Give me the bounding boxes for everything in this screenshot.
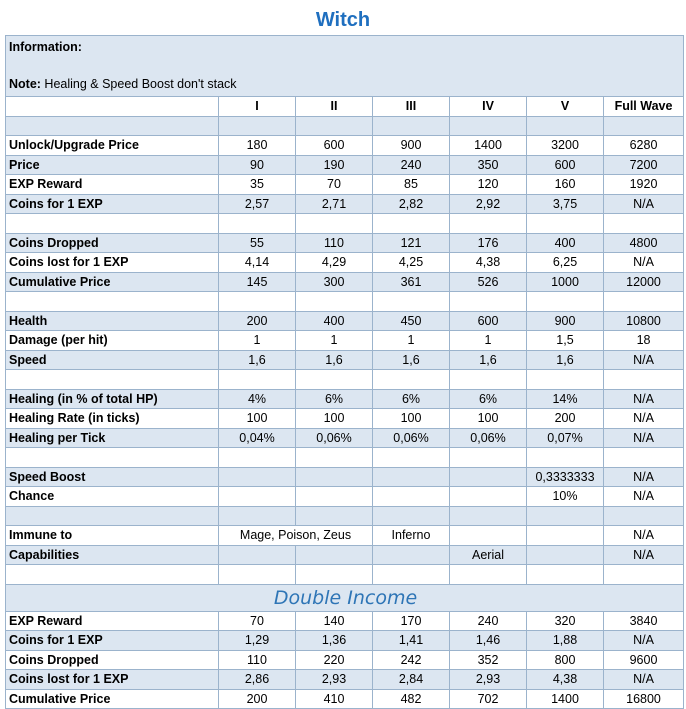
cell: 702	[450, 689, 527, 709]
cell: 1,46	[450, 631, 527, 651]
row-label: Cumulative Price	[6, 272, 219, 292]
cell: 85	[373, 175, 450, 195]
cell: 160	[527, 175, 604, 195]
cell: 400	[296, 311, 373, 331]
cell: 242	[373, 650, 450, 670]
cell	[219, 467, 296, 487]
cell: 4,38	[450, 253, 527, 273]
spacer-row	[6, 448, 684, 468]
table-row	[6, 253, 684, 273]
cell: N/A	[604, 487, 684, 507]
cell: 10800	[604, 311, 684, 331]
column-header-i: I	[219, 97, 296, 117]
cell: N/A	[604, 526, 684, 546]
cell: 240	[373, 155, 450, 175]
spacer-row	[6, 565, 684, 585]
cell: N/A	[604, 194, 684, 214]
cell: 2,92	[450, 194, 527, 214]
row-label: Health	[6, 311, 219, 331]
cell: N/A	[604, 428, 684, 448]
note-line	[9, 75, 680, 94]
cell: 90	[219, 155, 296, 175]
cell: 0,04%	[219, 428, 296, 448]
cell: 0,06%	[450, 428, 527, 448]
spacer-row	[6, 506, 684, 526]
cell: 4,38	[527, 670, 604, 690]
cell: 320	[527, 611, 604, 631]
table-row	[6, 409, 684, 429]
cell: 121	[373, 233, 450, 253]
cell: 6%	[373, 389, 450, 409]
cell: 145	[219, 272, 296, 292]
row-label: Coins lost for 1 EXP	[6, 670, 219, 690]
cell: 190	[296, 155, 373, 175]
table-row	[6, 428, 684, 448]
cell: 1,6	[296, 350, 373, 370]
cell: N/A	[604, 631, 684, 651]
row-label: Coins lost for 1 EXP	[6, 253, 219, 273]
cell: 600	[450, 311, 527, 331]
cell: 352	[450, 650, 527, 670]
column-header-row	[6, 97, 684, 117]
row-label: Healing per Tick	[6, 428, 219, 448]
table-row	[6, 311, 684, 331]
cell: 0,07%	[527, 428, 604, 448]
spacer-row	[6, 214, 684, 234]
double-income-title: Double Income	[6, 584, 684, 611]
column-header-iii: III	[373, 97, 450, 117]
cell	[296, 467, 373, 487]
cell: 350	[450, 155, 527, 175]
table-row	[6, 670, 684, 690]
cell: 4800	[604, 233, 684, 253]
row-label: Speed	[6, 350, 219, 370]
cell: 1,88	[527, 631, 604, 651]
cell: 100	[373, 409, 450, 429]
cell: 200	[219, 311, 296, 331]
table-row	[6, 545, 684, 565]
cell	[450, 487, 527, 507]
cell: 7200	[604, 155, 684, 175]
cell: 6%	[450, 389, 527, 409]
cell: 6,25	[527, 253, 604, 273]
row-label: Coins Dropped	[6, 233, 219, 253]
cell	[219, 545, 296, 565]
row-label: Cumulative Price	[6, 689, 219, 709]
cell: 16800	[604, 689, 684, 709]
spacer-row	[6, 116, 684, 136]
row-label: Capabilities	[6, 545, 219, 565]
row-label: Healing Rate (in ticks)	[6, 409, 219, 429]
cell: 1	[219, 331, 296, 351]
cell: 900	[527, 311, 604, 331]
page-title: Witch	[315, 9, 371, 31]
cell: Inferno	[373, 526, 450, 546]
row-label: Coins for 1 EXP	[6, 631, 219, 651]
cell: 400	[527, 233, 604, 253]
cell: 100	[219, 409, 296, 429]
cell: 170	[373, 611, 450, 631]
info-cell	[6, 36, 684, 97]
table-row	[6, 175, 684, 195]
cell: 2,71	[296, 194, 373, 214]
cell: 1,6	[450, 350, 527, 370]
cell: 35	[219, 175, 296, 195]
header-blank	[6, 97, 219, 117]
table-row	[6, 350, 684, 370]
row-label: EXP Reward	[6, 611, 219, 631]
table-row	[6, 389, 684, 409]
section-header-row	[6, 584, 684, 611]
row-label: EXP Reward	[6, 175, 219, 195]
cell	[373, 545, 450, 565]
cell: 300	[296, 272, 373, 292]
cell: 14%	[527, 389, 604, 409]
cell: N/A	[604, 253, 684, 273]
cell: 176	[450, 233, 527, 253]
column-header-iv: IV	[450, 97, 527, 117]
cell: 2,82	[373, 194, 450, 214]
cell: 1,5	[527, 331, 604, 351]
info-label: Information:	[9, 40, 82, 54]
cell: Aerial	[450, 545, 527, 565]
cell: 2,93	[450, 670, 527, 690]
cell: 10%	[527, 487, 604, 507]
table-row	[6, 650, 684, 670]
table-row	[6, 155, 684, 175]
info-row	[6, 36, 684, 97]
cell: 0,06%	[296, 428, 373, 448]
note-label: Note:	[9, 77, 41, 91]
table-row	[6, 194, 684, 214]
cell: 1400	[450, 136, 527, 156]
cell: 1,6	[373, 350, 450, 370]
cell: 240	[450, 611, 527, 631]
cell: 2,86	[219, 670, 296, 690]
column-header-full-wave: Full Wave	[604, 97, 684, 117]
cell: 9600	[604, 650, 684, 670]
cell: 4%	[219, 389, 296, 409]
witch-stats-table	[5, 35, 684, 709]
cell: 100	[450, 409, 527, 429]
cell	[219, 487, 296, 507]
row-label: Immune to	[6, 526, 219, 546]
table-row	[6, 272, 684, 292]
cell: 1	[373, 331, 450, 351]
cell: 100	[296, 409, 373, 429]
cell: 1920	[604, 175, 684, 195]
column-header-ii: II	[296, 97, 373, 117]
row-label: Healing (in % of total HP)	[6, 389, 219, 409]
cell: 0,06%	[373, 428, 450, 448]
cell: 110	[296, 233, 373, 253]
cell: 220	[296, 650, 373, 670]
cell: 55	[219, 233, 296, 253]
cell: 180	[219, 136, 296, 156]
cell: 120	[450, 175, 527, 195]
cell: 361	[373, 272, 450, 292]
cell: 526	[450, 272, 527, 292]
cell: 3,75	[527, 194, 604, 214]
cell: 4,29	[296, 253, 373, 273]
table-row	[6, 631, 684, 651]
cell: 12000	[604, 272, 684, 292]
cell: 140	[296, 611, 373, 631]
cell	[296, 487, 373, 507]
cell: 110	[219, 650, 296, 670]
cell: 2,93	[296, 670, 373, 690]
cell	[450, 467, 527, 487]
cell: 6280	[604, 136, 684, 156]
cell: N/A	[604, 467, 684, 487]
cell	[296, 545, 373, 565]
cell: 1,36	[296, 631, 373, 651]
cell: 70	[296, 175, 373, 195]
spacer-row	[6, 292, 684, 312]
cell: 4,14	[219, 253, 296, 273]
row-label: Chance	[6, 487, 219, 507]
cell: 482	[373, 689, 450, 709]
cell: 4,25	[373, 253, 450, 273]
table-row	[6, 526, 684, 546]
cell: 800	[527, 650, 604, 670]
cell	[450, 526, 527, 546]
cell: N/A	[604, 350, 684, 370]
table-row	[6, 136, 684, 156]
table-row	[6, 689, 684, 709]
cell: 600	[527, 155, 604, 175]
spacer-row	[6, 370, 684, 390]
cell: 1	[450, 331, 527, 351]
cell: 2,84	[373, 670, 450, 690]
row-label: Damage (per hit)	[6, 331, 219, 351]
cell: 410	[296, 689, 373, 709]
cell: N/A	[604, 545, 684, 565]
table-row	[6, 467, 684, 487]
cell: N/A	[604, 389, 684, 409]
table-row	[6, 233, 684, 253]
cell: 0,3333333	[527, 467, 604, 487]
cell: 70	[219, 611, 296, 631]
cell: 1	[296, 331, 373, 351]
cell: 18	[604, 331, 684, 351]
cell: 200	[527, 409, 604, 429]
cell: 1,6	[219, 350, 296, 370]
cell: 600	[296, 136, 373, 156]
cell: 450	[373, 311, 450, 331]
cell: 1,6	[527, 350, 604, 370]
row-label: Unlock/Upgrade Price	[6, 136, 219, 156]
cell: 900	[373, 136, 450, 156]
table-row	[6, 487, 684, 507]
cell: 200	[219, 689, 296, 709]
cell	[527, 526, 604, 546]
cell: 1400	[527, 689, 604, 709]
cell: Mage, Poison, Zeus	[219, 526, 373, 546]
row-label: Price	[6, 155, 219, 175]
cell: N/A	[604, 409, 684, 429]
cell	[527, 545, 604, 565]
table-row	[6, 331, 684, 351]
cell: 6%	[296, 389, 373, 409]
cell	[373, 487, 450, 507]
cell: 1,41	[373, 631, 450, 651]
column-header-v: V	[527, 97, 604, 117]
table-row	[6, 611, 684, 631]
cell: 3840	[604, 611, 684, 631]
cell: 1,29	[219, 631, 296, 651]
row-label: Coins for 1 EXP	[6, 194, 219, 214]
cell: 3200	[527, 136, 604, 156]
cell: 2,57	[219, 194, 296, 214]
note-text: Healing & Speed Boost don't stack	[40, 77, 237, 91]
row-label: Speed Boost	[6, 467, 219, 487]
cell: N/A	[604, 670, 684, 690]
cell	[373, 467, 450, 487]
row-label: Coins Dropped	[6, 650, 219, 670]
cell: 1000	[527, 272, 604, 292]
